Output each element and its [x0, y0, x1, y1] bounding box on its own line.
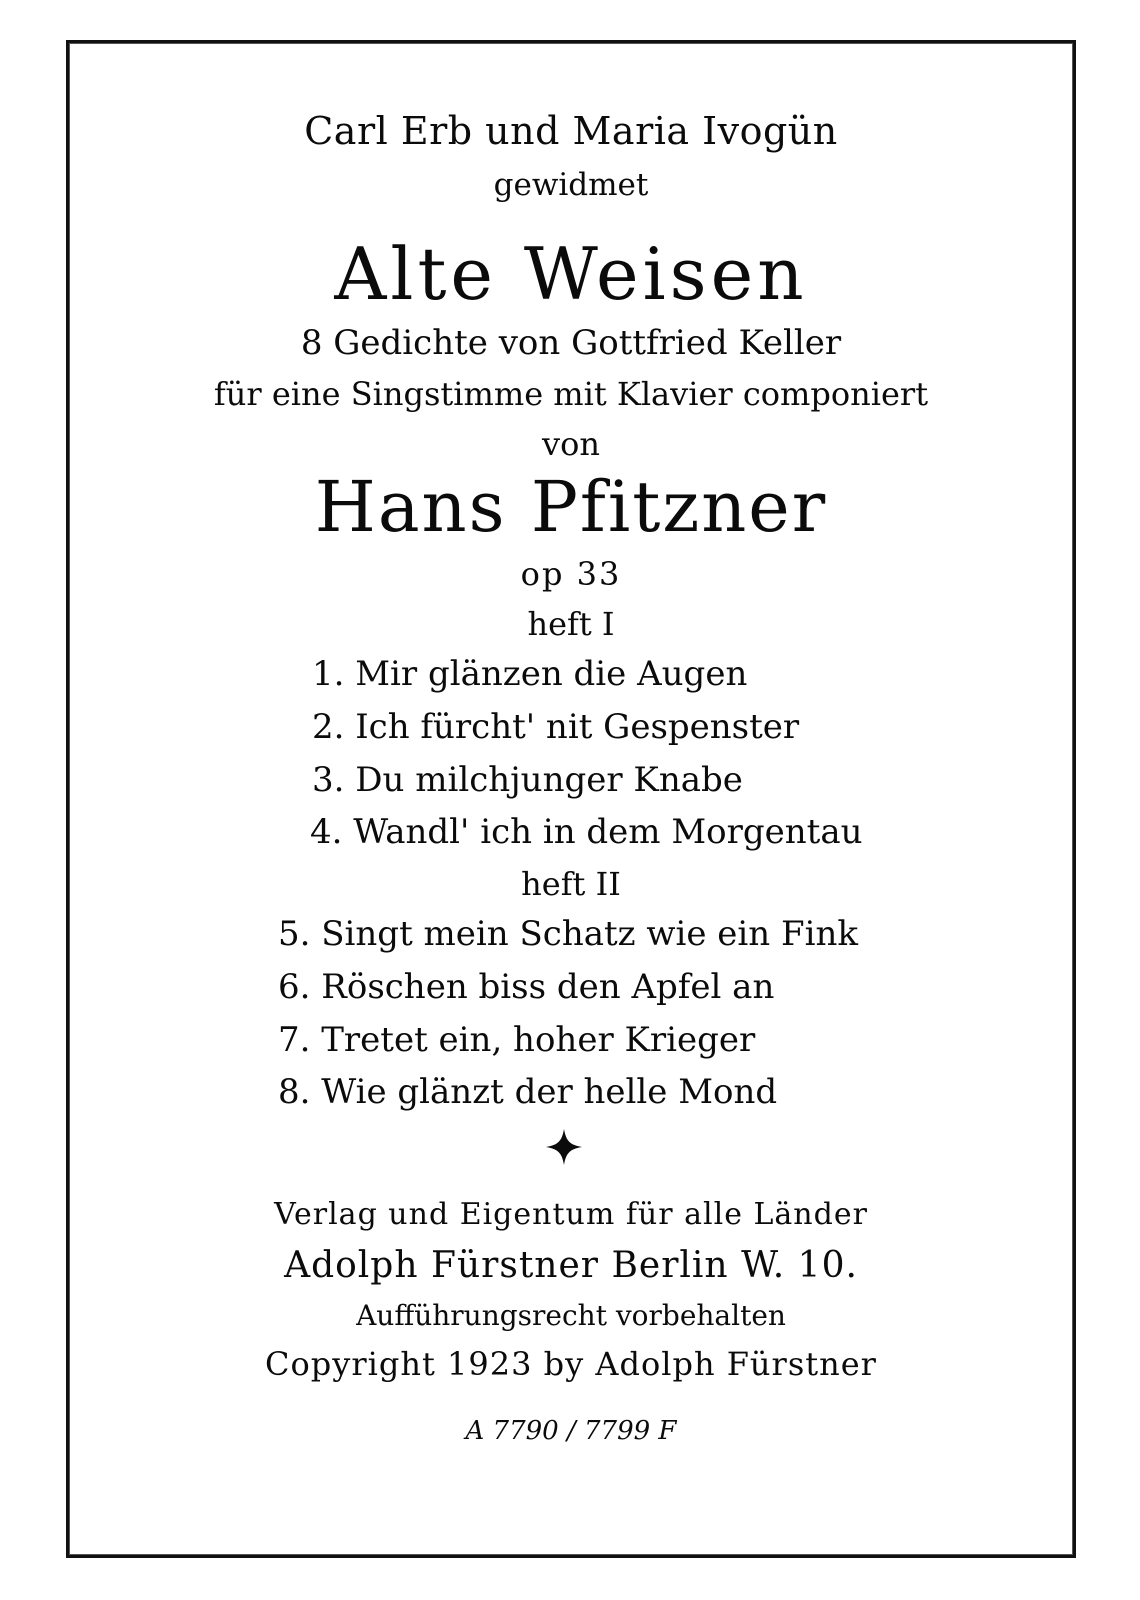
subtitle-poems: 8 Gedichte von Gottfried Keller: [300, 323, 842, 363]
song-list-item: 4. Wandl' ich in dem Morgentau: [310, 812, 863, 852]
subtitle-instrumentation: für eine Singstimme mit Klavier componiert: [213, 375, 929, 413]
work-title: Alte Weisen: [334, 232, 808, 316]
opus-number: op 33: [520, 555, 622, 593]
song-list-item: 6. Röschen biss den Apfel an: [278, 967, 775, 1007]
publisher-rights-line: Verlag und Eigentum für alle Länder: [274, 1197, 868, 1232]
plate-number: A 7790 / 7799 F: [465, 1416, 677, 1446]
dedication-names: Carl Erb und Maria Ivogün: [304, 109, 838, 153]
dedication-label: gewidmet: [493, 167, 649, 203]
song-list-item: 7. Tretet ein, hoher Krieger: [278, 1020, 756, 1060]
subtitle-von: von: [542, 425, 600, 463]
heft-2-heading: heft II: [521, 865, 621, 903]
heft-1-heading: heft I: [527, 605, 615, 643]
composer-name: Hans Pfitzner: [314, 466, 828, 548]
song-list-item: 2. Ich fürcht' nit Gespenster: [312, 707, 800, 747]
performance-rights-note: Aufführungsrecht vorbehalten: [356, 1299, 786, 1332]
song-list-item: 3. Du milchjunger Knabe: [312, 760, 743, 800]
diamond-ornament-icon: [544, 1127, 584, 1167]
song-list-item: 5. Singt mein Schatz wie ein Fink: [278, 914, 858, 954]
copyright-notice: Copyright 1923 by Adolph Fürstner: [265, 1345, 877, 1383]
publisher-name: Adolph Fürstner Berlin W. 10.: [284, 1245, 858, 1286]
song-list-item: 8. Wie glänzt der helle Mond: [278, 1072, 778, 1112]
song-list-item: 1. Mir glänzen die Augen: [312, 654, 748, 694]
